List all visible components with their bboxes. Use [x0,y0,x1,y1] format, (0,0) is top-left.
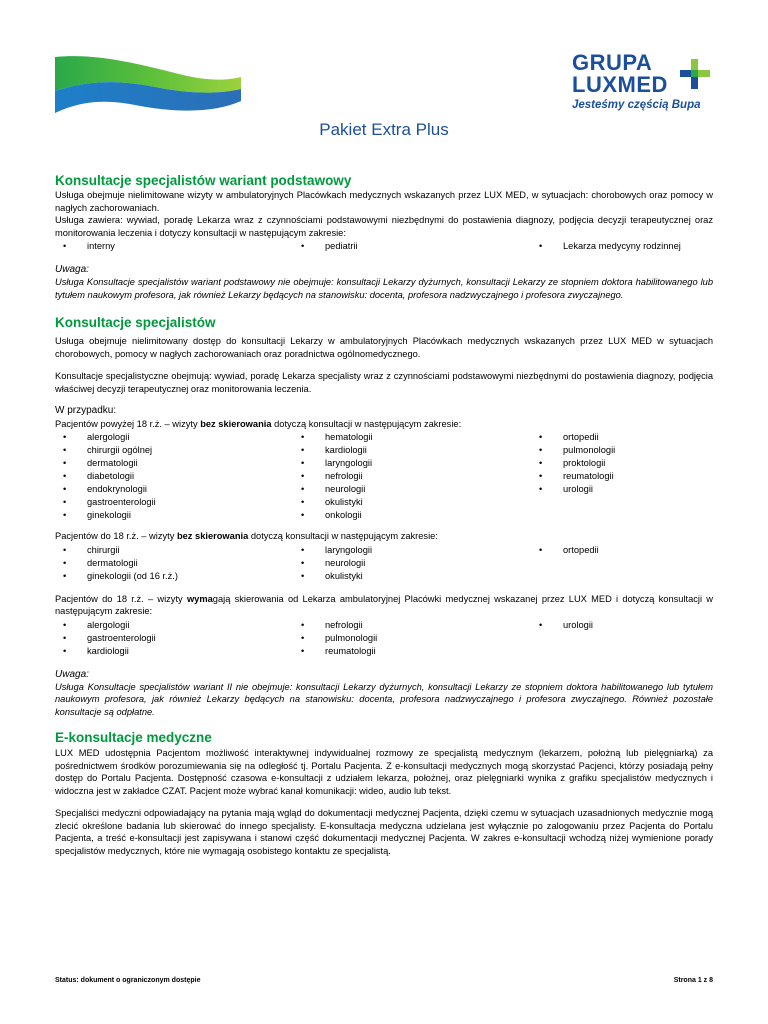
list-item: • hematologii [293,431,531,444]
s3-paragraph-2: Specjaliści medyczni odpowiadający na pytania mają wgląd do dokumentacji medycznej Pacjenta, dzięki czemu w sytuacjach uzasadnionych medycznie mogą zlecić określone badania lub skierować do innego specjalisty. E-konsultacja medyczna udzielana jest wyłącznie po zalogowaniu przez Pacjenta do Portalu Pacjenta, a treść e-konsultacji jest zapisywana i stanowi część dokumentacji medycznej Pacjenta. W zakres e-konsultacji wchodzą niżej wymienione porady specjalistów medycznych, które nie wymagają osobistego kontaktu ze specjalistą. [55,808,713,856]
list-item: • diabetologii [55,470,293,483]
g1-intro [55,418,713,431]
list-item: • alergologii [55,431,293,444]
s2-note-label: Uwaga: [55,668,89,680]
list-column [531,544,713,583]
s1-note-label: Uwaga: [55,264,89,275]
list-column [293,431,531,522]
s1-paragraph-1: Usługa obejmuje nielimitowane wizyty w ambulatoryjnych Placówkach medycznych wskazanych przez LUX MED, w sytuacjach: chorobowych oraz pomocy w nagłych zachorowaniach. [55,190,713,213]
s3-paragraph-1: LUX MED udostępnia Pacjentom możliwość interaktywnej indywidualnej rozmowy ze specjalistą medycznym (lekarzem, położną lub pielęgniarką) za pośrednictwem środków porozumiewania się na odległość tj. Portalu Pacjenta. Z e-konsultacji medycznych mogą skorzystać Pacjenci, którzy posiadają pełny dostęp do Portalu Pacjenta. Dostępność czasowa e-konsultacji z udziałem lekarza, położnej, oraz pielęgniarki wynika z grafiku specjalistów medycznych i widoczna jest w zakładce CZAT. Pacjent może wybrać kanał komunikacji: wideo, audio lub tekst. [55,748,713,796]
s2-paragraph-2: Konsultacje specjalistyczne obejmują: wywiad, poradę Lekarza specjalisty wraz z czynnościami podstawowymi niezbędnymi do postawienia diagnozy, podjęcia właściwej decyzji terapeutycznej oraz monitorowania leczenia. [55,371,713,394]
list-item: • gastroenterologii [55,496,293,509]
list-column [55,619,293,658]
list-item: • nefrologii [293,470,531,483]
list-column [55,431,293,522]
list-item: • laryngologii [293,544,531,557]
list-item: • neurologii [293,483,531,496]
list-item: • urologii [531,619,713,632]
list-item: • dermatologii [55,457,293,470]
g3-intro-pre: Pacjentów do 18 r.ż. – wizyty [55,593,187,604]
g2-intro-pre: Pacjentów do 18 r.ż. – wizyty [55,531,177,541]
g3-intro [55,593,713,618]
list-item: • chirurgii ogólnej [55,444,293,457]
list-item: • urologii [531,483,713,496]
g1-intro-bold: bez skierowania [200,418,272,429]
s1-paragraph-2: Usługa zawiera: wywiad, poradę Lekarza wraz z czynnościami podstawowymi niezbędnymi do postawienia diagnozy, podjęcia decyzji terapeutycznej oraz monitorowania leczenia i dotyczy konsultacji w następującym zakresie: [55,215,713,238]
list-item: • ginekologii (od 16 r.ż.) [55,570,293,583]
document-body [55,173,713,857]
list-item: • pulmonologii [293,632,531,645]
g2-intro-bold: bez skierowania [176,531,249,541]
list-item: • okulistyki [293,570,531,583]
brand-tagline: Jesteśmy częścią Bupa [572,99,701,111]
list-item: • pulmonologii [531,444,713,457]
footer-page-number: Strona 1 z 8 [673,977,713,984]
g1-intro-pre: Pacjentów powyżej 18 r.ż. – wizyty [55,418,201,429]
footer-status: Status: dokument o ograniczonym dostępie [55,977,201,984]
list-item: • neurologii [293,557,531,570]
list-item: • chirurgii [55,544,293,557]
list-item: • laryngologii [293,457,531,470]
section-heading-basic: Konsultacje specjalistów wariant podstawowy [55,173,352,188]
list-item: • alergologii [55,619,293,632]
g3-intro-bold: wyma [186,593,213,604]
section-heading-e-consultations: E-konsultacje medyczne [55,730,212,745]
list-item: • interny [55,240,293,253]
s2-note: Usługa Konsultacje specjalistów wariant II nie obejmuje: konsultacji Lekarzy dyżurnych, konsultacji Lekarzy ze stopniem doktora habilitowanego lub tytułem naukowym profesora, jak również Lekarzy będących na stanowisku: docenta, profesora nadzwyczajnego i profesora zwyczajnego. Również pozostałe konsultacje są odpłatne. [55,681,713,717]
g2-intro-post: dotyczą konsultacji w następującym zakresie: [248,531,438,541]
list-column [293,619,531,658]
s2-w-przypadku: W przypadku: [55,405,117,416]
list-item: • endokrynologii [55,483,293,496]
g1-intro-post: dotyczą konsultacji w następującym zakresie: [271,418,462,429]
list-item: • dermatologii [55,557,293,570]
list-item: • okulistyki [293,496,531,509]
s2-paragraph-1: Usługa obejmuje nielimitowany dostęp do konsultacji Lekarzy w ambulatoryjnych Placówkach medycznych wskazanych przez LUX MED w sytuacjach chorobowych, pomocy w nagłych zachorowaniach oraz poradnictwa ogólnomedycznego. [55,336,713,359]
list-item: • reumatologii [531,470,713,483]
g2-list [55,544,713,583]
list-item: • Lekarza medycyny rodzinnej [531,240,713,253]
section-heading-specialists: Konsultacje specjalistów [55,315,216,330]
luxmed-cross-icon [680,59,710,89]
list-item: • onkologii [293,509,531,522]
g3-intro-post: gają skierowania od Lekarza ambulatoryjnej Placówki medycznej wskazanej przez LUX MED i dotyczą konsultacji w następującym zakresie: [55,593,713,616]
list-item: • ortopedii [531,544,713,557]
list-column [531,431,713,522]
list-item: • kardiologii [55,645,293,658]
g2-intro [55,530,713,543]
list-item: • kardiologii [293,444,531,457]
list-item: • pediatrii [293,240,531,253]
list-item: • reumatologii [293,645,531,658]
list-item: • nefrologii [293,619,531,632]
wave-logo-icon [55,55,241,115]
s1-note: Usługa Konsultacje specjalistów wariant podstawowy nie obejmuje: konsultacji Lekarzy dyżurnych, konsultacji Lekarzy ze stopniem doktora habilitowanego lub tytułem naukowym profesora, jak również Lekarzy będących na stanowisku: docenta, profesora nadzwyczajnego i profesora zwyczajnego. [55,277,713,300]
grupa-luxmed-logo [572,52,742,111]
g1-list [55,431,713,522]
list-column [293,544,531,583]
list-item: • ginekologii [55,509,293,522]
list-item: • proktologii [531,457,713,470]
page-title: Pakiet Extra Plus [319,120,449,139]
s1-list [55,240,713,253]
brand-line-1: GRUPA [572,50,653,75]
g3-list [55,619,713,658]
list-item: • ortopedii [531,431,713,444]
list-column [55,544,293,583]
list-column [531,619,713,658]
brand-line-2: LUXMED [572,72,668,97]
page-footer [55,977,713,984]
list-item: • gastroenterologii [55,632,293,645]
